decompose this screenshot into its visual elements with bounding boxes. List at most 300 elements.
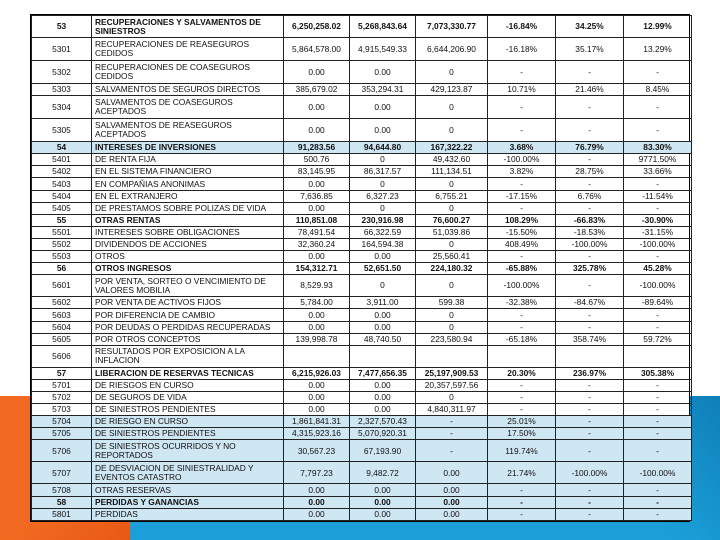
account-code: 55	[32, 214, 92, 226]
variation-1: -16.18%	[488, 38, 556, 61]
variation-2: 358.74%	[556, 333, 624, 345]
variation-2: -66.83%	[556, 214, 624, 226]
value-year-2: 0	[350, 202, 416, 214]
variation-2: -	[556, 404, 624, 416]
account-code: 5305	[32, 119, 92, 142]
table-row	[32, 226, 692, 238]
value-year-2: 0.00	[350, 96, 416, 119]
value-year-3: 0	[416, 309, 488, 321]
variation-1: -	[488, 61, 556, 84]
account-code: 5304	[32, 96, 92, 119]
variation-3: -	[624, 391, 692, 403]
variation-1: -65.88%	[488, 263, 556, 275]
variation-3: -100.00%	[624, 462, 692, 484]
variation-3: -	[624, 428, 692, 440]
variation-2	[556, 345, 624, 367]
variation-2: 35.17%	[556, 38, 624, 61]
value-year-1: 83,145.95	[284, 166, 350, 178]
table-row	[32, 142, 692, 154]
account-description: PERDIDAS	[92, 508, 284, 520]
variation-1: -100.00%	[488, 275, 556, 297]
financial-table-sheet	[30, 14, 690, 522]
account-description: INTERESES SOBRE OBLIGACIONES	[92, 226, 284, 238]
value-year-3: 49,432.60	[416, 154, 488, 166]
account-code: 5601	[32, 275, 92, 297]
value-year-1: 8,529.93	[284, 275, 350, 297]
value-year-3: 0	[416, 119, 488, 142]
value-year-2: 5,268,843.64	[350, 16, 416, 38]
value-year-1: 139,998.78	[284, 333, 350, 345]
account-description: DE RIESGOS EN CURSO	[92, 379, 284, 391]
value-year-1: 1,861,841.31	[284, 416, 350, 428]
variation-2: -	[556, 154, 624, 166]
value-year-2: 66,322.59	[350, 226, 416, 238]
account-code: 5702	[32, 391, 92, 403]
value-year-3: 0	[416, 178, 488, 190]
table-row	[32, 202, 692, 214]
table-row	[32, 251, 692, 263]
variation-3: 83.30%	[624, 142, 692, 154]
account-description: OTRAS RENTAS	[92, 214, 284, 226]
variation-1: 3.82%	[488, 166, 556, 178]
slide-top-band	[0, 0, 720, 12]
value-year-3: 0.00	[416, 508, 488, 520]
variation-1: -	[488, 484, 556, 496]
value-year-3: 0	[416, 391, 488, 403]
table-row	[32, 496, 692, 508]
value-year-3: 0	[416, 275, 488, 297]
value-year-3: 0	[416, 96, 488, 119]
table-row	[32, 119, 692, 142]
account-description: SALVAMENTOS DE COASEGUROS ACEPTADOS	[92, 96, 284, 119]
variation-1: 408.49%	[488, 238, 556, 250]
value-year-3: 167,322.22	[416, 142, 488, 154]
account-code: 5602	[32, 297, 92, 309]
value-year-1: 0.00	[284, 321, 350, 333]
value-year-1: 0.00	[284, 508, 350, 520]
variation-3: -31.15%	[624, 226, 692, 238]
table-row	[32, 154, 692, 166]
variation-3: -	[624, 61, 692, 84]
variation-3: -	[624, 119, 692, 142]
account-code: 5603	[32, 309, 92, 321]
account-code: 5405	[32, 202, 92, 214]
table-row	[32, 38, 692, 61]
account-code: 5403	[32, 178, 92, 190]
variation-3: -89.64%	[624, 297, 692, 309]
value-year-1: 78,491.54	[284, 226, 350, 238]
value-year-3: 6,755.21	[416, 190, 488, 202]
variation-3: -	[624, 484, 692, 496]
table-row	[32, 428, 692, 440]
variation-3: 305.38%	[624, 367, 692, 379]
account-description: DE PRESTAMOS SOBRE POLIZAS DE VIDA	[92, 202, 284, 214]
variation-2: 236.97%	[556, 367, 624, 379]
financial-table	[31, 15, 692, 521]
value-year-2: 6,327.23	[350, 190, 416, 202]
variation-1: -17.15%	[488, 190, 556, 202]
account-description: POR OTROS CONCEPTOS	[92, 333, 284, 345]
account-description: RESULTADOS POR EXPOSICION A LA INFLACION	[92, 345, 284, 367]
table-row	[32, 321, 692, 333]
value-year-1: 0.00	[284, 61, 350, 84]
variation-2: -84.67%	[556, 297, 624, 309]
value-year-1: 154,312.71	[284, 263, 350, 275]
value-year-2: 0.00	[350, 321, 416, 333]
account-code: 54	[32, 142, 92, 154]
variation-3: -	[624, 251, 692, 263]
value-year-3: 0	[416, 61, 488, 84]
account-code: 5801	[32, 508, 92, 520]
value-year-3: 25,197,909.53	[416, 367, 488, 379]
value-year-1: 0.00	[284, 96, 350, 119]
value-year-2: 0	[350, 178, 416, 190]
variation-2: -18.53%	[556, 226, 624, 238]
variation-2: 325.78%	[556, 263, 624, 275]
table-row	[32, 333, 692, 345]
table-row	[32, 96, 692, 119]
value-year-3	[416, 345, 488, 367]
variation-3: 12.99%	[624, 16, 692, 38]
variation-3: -	[624, 309, 692, 321]
variation-2: 28.75%	[556, 166, 624, 178]
variation-2: -	[556, 119, 624, 142]
variation-2: -	[556, 61, 624, 84]
value-year-3: 76,600.27	[416, 214, 488, 226]
table-row	[32, 484, 692, 496]
variation-3: -	[624, 202, 692, 214]
variation-1: -	[488, 251, 556, 263]
account-code: 5705	[32, 428, 92, 440]
variation-1: -	[488, 96, 556, 119]
account-code: 5402	[32, 166, 92, 178]
account-code: 5604	[32, 321, 92, 333]
value-year-2: 0	[350, 154, 416, 166]
value-year-2: 86,317.57	[350, 166, 416, 178]
variation-2: 76.79%	[556, 142, 624, 154]
variation-3: 33.66%	[624, 166, 692, 178]
variation-1: -	[488, 321, 556, 333]
value-year-3: 224,180.32	[416, 263, 488, 275]
account-code: 5605	[32, 333, 92, 345]
value-year-1: 6,215,926.03	[284, 367, 350, 379]
variation-2: -	[556, 391, 624, 403]
variation-3: -	[624, 404, 692, 416]
value-year-2: 3,911.00	[350, 297, 416, 309]
value-year-2: 0.00	[350, 309, 416, 321]
value-year-3: 0	[416, 321, 488, 333]
account-description: POR DEUDAS O PERDIDAS RECUPERADAS	[92, 321, 284, 333]
value-year-1: 385,679.02	[284, 84, 350, 96]
account-code: 5401	[32, 154, 92, 166]
value-year-1: 0.00	[284, 404, 350, 416]
account-description: RECUPERACIONES DE COASEGUROS CEDIDOS	[92, 61, 284, 84]
account-code: 56	[32, 263, 92, 275]
account-description: DE SINIESTROS PENDIENTES	[92, 428, 284, 440]
account-description: DE RENTA FIJA	[92, 154, 284, 166]
value-year-2: 94,644.80	[350, 142, 416, 154]
variation-1: -32.38%	[488, 297, 556, 309]
account-description: DE RIESGO EN CURSO	[92, 416, 284, 428]
value-year-2: 5,070,920.31	[350, 428, 416, 440]
value-year-3: -	[416, 440, 488, 462]
variation-3: 59.72%	[624, 333, 692, 345]
account-code: 57	[32, 367, 92, 379]
account-code: 5302	[32, 61, 92, 84]
value-year-2: 52,651.50	[350, 263, 416, 275]
value-year-1: 110,851.08	[284, 214, 350, 226]
table-row	[32, 190, 692, 202]
value-year-2: 0.00	[350, 61, 416, 84]
account-code: 5708	[32, 484, 92, 496]
variation-2: -	[556, 508, 624, 520]
variation-1: 108.29%	[488, 214, 556, 226]
table-row	[32, 508, 692, 520]
variation-2: -	[556, 379, 624, 391]
variation-2: -100.00%	[556, 462, 624, 484]
variation-1: -	[488, 496, 556, 508]
value-year-2	[350, 345, 416, 367]
variation-1: 3.68%	[488, 142, 556, 154]
table-row	[32, 379, 692, 391]
account-description: RECUPERACIONES Y SALVAMENTOS DE SINIESTROS	[92, 16, 284, 38]
value-year-2: 0.00	[350, 508, 416, 520]
account-description: SALVAMENTOS DE REASEGUROS ACEPTADOS	[92, 119, 284, 142]
account-description: EN COMPAÑIAS ANONIMAS	[92, 178, 284, 190]
value-year-1: 6,250,258.02	[284, 16, 350, 38]
variation-1: -	[488, 379, 556, 391]
variation-3: -100.00%	[624, 275, 692, 297]
account-description: OTROS	[92, 251, 284, 263]
variation-1: 10.71%	[488, 84, 556, 96]
financial-table-body	[32, 16, 692, 521]
table-row	[32, 16, 692, 38]
account-code: 5503	[32, 251, 92, 263]
table-row	[32, 416, 692, 428]
value-year-2: 0.00	[350, 379, 416, 391]
value-year-3: -	[416, 428, 488, 440]
account-code: 5501	[32, 226, 92, 238]
account-description: OTRAS RESERVAS	[92, 484, 284, 496]
variation-2: -100.00%	[556, 238, 624, 250]
variation-2: -	[556, 496, 624, 508]
table-row	[32, 238, 692, 250]
account-code: 53	[32, 16, 92, 38]
variation-2: -	[556, 178, 624, 190]
variation-2: 34.25%	[556, 16, 624, 38]
value-year-3: 429,123.87	[416, 84, 488, 96]
variation-2: -	[556, 484, 624, 496]
table-row	[32, 214, 692, 226]
value-year-1: 0.00	[284, 202, 350, 214]
variation-3: -	[624, 178, 692, 190]
variation-2: -	[556, 428, 624, 440]
table-row	[32, 275, 692, 297]
variation-1: -16.84%	[488, 16, 556, 38]
variation-1: 119.74%	[488, 440, 556, 462]
account-description: RECUPERACIONES DE REASEGUROS CEDIDOS	[92, 38, 284, 61]
table-row	[32, 367, 692, 379]
value-year-2: 9,482.72	[350, 462, 416, 484]
value-year-3: 20,357,597.56	[416, 379, 488, 391]
value-year-3: 223,580.94	[416, 333, 488, 345]
account-description: DE SEGUROS DE VIDA	[92, 391, 284, 403]
account-description: DE DESVIACION DE SINIESTRALIDAD Y EVENTOS CATASTRO	[92, 462, 284, 484]
value-year-1: 7,797.23	[284, 462, 350, 484]
variation-3	[624, 345, 692, 367]
value-year-1: 0.00	[284, 484, 350, 496]
value-year-1: 5,864,578.00	[284, 38, 350, 61]
value-year-1: 0.00	[284, 251, 350, 263]
account-code: 5303	[32, 84, 92, 96]
account-description: EN EL SISTEMA FINANCIERO	[92, 166, 284, 178]
account-code: 5606	[32, 345, 92, 367]
variation-1: -	[488, 391, 556, 403]
value-year-2: 2,327,570.43	[350, 416, 416, 428]
variation-3: 9771.50%	[624, 154, 692, 166]
value-year-3: 25,560.41	[416, 251, 488, 263]
value-year-1: 7,636.85	[284, 190, 350, 202]
account-code: 5404	[32, 190, 92, 202]
value-year-1: 91,283.56	[284, 142, 350, 154]
value-year-3: 0.00	[416, 496, 488, 508]
variation-1	[488, 345, 556, 367]
variation-3: -	[624, 379, 692, 391]
variation-3: -100.00%	[624, 238, 692, 250]
value-year-3: -	[416, 416, 488, 428]
table-row	[32, 391, 692, 403]
value-year-1: 0.00	[284, 379, 350, 391]
value-year-2: 0.00	[350, 391, 416, 403]
table-row	[32, 84, 692, 96]
account-description: DE SINIESTROS PENDIENTES	[92, 404, 284, 416]
value-year-3: 0	[416, 202, 488, 214]
table-row	[32, 61, 692, 84]
value-year-2: 48,740.50	[350, 333, 416, 345]
value-year-3: 599.38	[416, 297, 488, 309]
variation-1: -65.18%	[488, 333, 556, 345]
value-year-1: 0.00	[284, 119, 350, 142]
table-row	[32, 440, 692, 462]
variation-1: -	[488, 508, 556, 520]
value-year-1: 0.00	[284, 178, 350, 190]
variation-1: -	[488, 119, 556, 142]
value-year-1: 4,315,923.16	[284, 428, 350, 440]
value-year-1: 5,784.00	[284, 297, 350, 309]
account-description: POR DIFERENCIA DE CAMBIO	[92, 309, 284, 321]
value-year-3: 0	[416, 238, 488, 250]
account-code: 5703	[32, 404, 92, 416]
variation-1: -	[488, 404, 556, 416]
table-row	[32, 166, 692, 178]
account-description: LIBERACION DE RESERVAS TECNICAS	[92, 367, 284, 379]
account-code: 5701	[32, 379, 92, 391]
variation-3: 13.29%	[624, 38, 692, 61]
value-year-2: 230,916.98	[350, 214, 416, 226]
variation-3: -11.54%	[624, 190, 692, 202]
value-year-2: 0.00	[350, 251, 416, 263]
value-year-3: 111,134.51	[416, 166, 488, 178]
value-year-1: 32,360.24	[284, 238, 350, 250]
variation-2: -	[556, 202, 624, 214]
table-row	[32, 178, 692, 190]
variation-1: -	[488, 202, 556, 214]
variation-3: 45.28%	[624, 263, 692, 275]
account-code: 58	[32, 496, 92, 508]
account-description: INTERESES DE INVERSIONES	[92, 142, 284, 154]
account-code: 5706	[32, 440, 92, 462]
variation-1: 20.30%	[488, 367, 556, 379]
variation-2: 21.46%	[556, 84, 624, 96]
table-row	[32, 404, 692, 416]
variation-2: -	[556, 309, 624, 321]
variation-3: -30.90%	[624, 214, 692, 226]
value-year-3: 0.00	[416, 484, 488, 496]
variation-2: -	[556, 96, 624, 119]
account-code: 5301	[32, 38, 92, 61]
account-code: 5502	[32, 238, 92, 250]
account-description: SALVAMENTOS DE SEGUROS DIRECTOS	[92, 84, 284, 96]
table-row	[32, 297, 692, 309]
variation-1: -	[488, 309, 556, 321]
value-year-3: 4,840,311.97	[416, 404, 488, 416]
value-year-2: 0	[350, 275, 416, 297]
account-description: DIVIDENDOS DE ACCIONES	[92, 238, 284, 250]
account-description: POR VENTA, SORTEO O VENCIMIENTO DE VALORES MOBILIA	[92, 275, 284, 297]
value-year-1: 500.76	[284, 154, 350, 166]
variation-2: -	[556, 275, 624, 297]
value-year-2: 0.00	[350, 119, 416, 142]
value-year-2: 4,915,549.33	[350, 38, 416, 61]
variation-2: -	[556, 416, 624, 428]
variation-3: -	[624, 508, 692, 520]
value-year-2: 67,193.90	[350, 440, 416, 462]
table-row	[32, 345, 692, 367]
variation-2: -	[556, 440, 624, 462]
account-description: DE SINIESTROS OCURRIDOS Y NO REPORTADOS	[92, 440, 284, 462]
value-year-2: 0.00	[350, 484, 416, 496]
account-description: POR VENTA DE ACTIVOS FIJOS	[92, 297, 284, 309]
value-year-3: 51,039.86	[416, 226, 488, 238]
value-year-3: 7,073,330.77	[416, 16, 488, 38]
variation-3: -	[624, 96, 692, 119]
account-description: OTROS INGRESOS	[92, 263, 284, 275]
variation-1: 25.01%	[488, 416, 556, 428]
table-row	[32, 309, 692, 321]
table-row	[32, 462, 692, 484]
variation-3: -	[624, 416, 692, 428]
variation-3: 8.45%	[624, 84, 692, 96]
value-year-3: 6,644,206.90	[416, 38, 488, 61]
variation-3: -	[624, 496, 692, 508]
variation-1: -15.50%	[488, 226, 556, 238]
account-description: EN EL EXTRANJERO	[92, 190, 284, 202]
value-year-1: 0.00	[284, 309, 350, 321]
value-year-2: 7,477,656.35	[350, 367, 416, 379]
value-year-2: 0.00	[350, 404, 416, 416]
table-row	[32, 263, 692, 275]
variation-2: -	[556, 321, 624, 333]
account-code: 5704	[32, 416, 92, 428]
variation-3: -	[624, 321, 692, 333]
variation-1: -	[488, 178, 556, 190]
variation-2: -	[556, 251, 624, 263]
value-year-1: 0.00	[284, 391, 350, 403]
value-year-1	[284, 345, 350, 367]
variation-1: -100.00%	[488, 154, 556, 166]
value-year-3: 0.00	[416, 462, 488, 484]
variation-2: 6.76%	[556, 190, 624, 202]
